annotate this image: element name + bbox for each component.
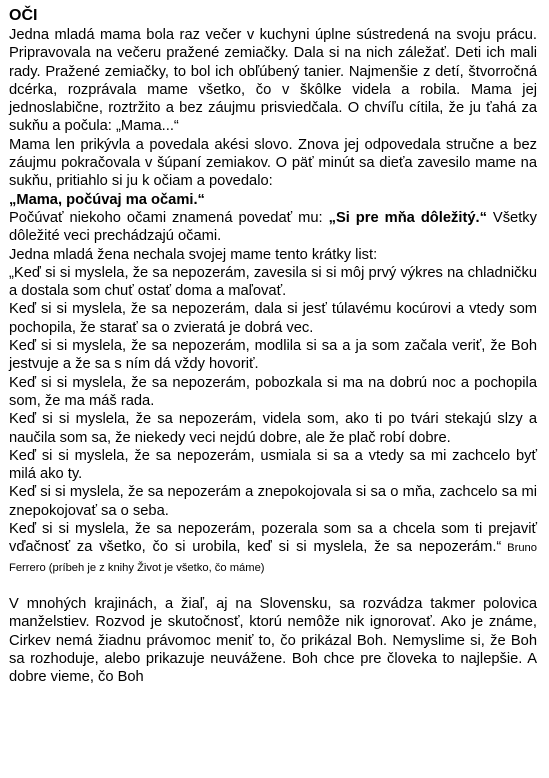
- letter-line-6: Keď si si myslela, že sa nepozerám, usmiala si sa a vtedy sa mi zachcelo byť milá ako ty.: [9, 447, 537, 483]
- source-citation: Bruno Ferrero (príbeh je z knihy Život je všetko, čo máme): [9, 542, 537, 574]
- meaning-bold-quote: „Si pre mňa dôležitý.“: [328, 209, 487, 226]
- letter-line-2: Keď si si myslela, že sa nepozerám, dala si jesť túlavému kocúrovi a vtedy som pochopila, že starať sa o zvieratá je dobrá vec.: [9, 301, 537, 336]
- letter-line-7: Keď si si myslela, že sa nepozerám a znepokojovala si sa o mňa, zachcelo sa mi znepokojovať sa o seba.: [9, 484, 537, 519]
- meaning-text-after: Všetky dôležité veci prechádzajú očami.: [9, 209, 537, 245]
- letter-line-5: Keď si si myslela, že sa nepozerám, videla som, ako ti po tvári stekajú slzy a naučila som sa, že niekedy veci nejdú dobre, ale že plač robí dobre.: [9, 411, 537, 446]
- letter-line-3: Keď si si myslela, že sa nepozerám, modlila si sa a ja som začala veriť, že Boh jestvuje a že sa s ním dá vždy hovoriť.: [9, 338, 537, 373]
- paragraph-spacer: [9, 577, 537, 595]
- story-paragraph-2: Mama len prikývla a povedala akési slovo. Znova jej odpovedala stručne a bez záujmu pokračovala v šúpaní zemiakov. O päť minút sa dieťa zavesilo mame na sukňu, pritiahlo si ju k očiam a povedalo:: [9, 136, 537, 190]
- letter-last-text: Keď si si myslela, že sa nepozerám, pozerala som sa a chcela som ti prejaviť vďačnosť za všetko, čo si urobila, keď si si myslela, že sa nepozerám.“: [9, 521, 537, 556]
- letter-intro: Jedna mladá žena nechala svojej mame tento krátky list:: [9, 246, 378, 263]
- meaning-paragraph: [9, 209, 537, 246]
- child-quote: „Mama, počúvaj ma očami.“: [9, 191, 205, 208]
- document-title: OČI: [9, 7, 38, 24]
- letter-line-4: Keď si si myslela, že sa nepozerám, pobozkala si ma na dobrú noc a pochopila som, že ma máš rada.: [9, 374, 537, 409]
- meaning-text-before: Počúvať niekoho očami znamená povedať mu:: [9, 209, 329, 226]
- letter-line-8: [9, 520, 537, 577]
- divorce-paragraph: V mnohých krajinách, a žiaľ, aj na Slovensku, sa rozvádza takmer polovica manželstiev. Rozvod je skutočnosť, ktorú nemôže nik ignorovať. Ako je známe, Cirkev nemá žiadnu právomoc meniť to, čo prikázal Boh. Nemyslime si, že Boh sa rozhoduje, alebo prikazuje neuvážene. Boh chce pre človeka to najlepšie. A dobre vieme, čo Boh: [9, 595, 537, 686]
- letter-line-1: „Keď si si myslela, že sa nepozerám, zavesila si si môj prvý výkres na chladničku a dostala som chuť ostať doma a maľovať.: [9, 264, 537, 300]
- story-paragraph-1: Jedna mladá mama bola raz večer v kuchyni úplne sústredená na svoju prácu. Pripravovala na večeru pražené zemiačky. Dala si na nich záležať. Deti ich mali rady. Pražené zemiačky, to bol ich obľúbený tanier. Najmenšie z detí, štvorročná dcérka, rozprávala mame všetko, čo v škôlke videla a robila. Mama jej jednoslabične, roztržito a bez záujmu prisviedčala. O chvíľu cítila, že ju ťahá za sukňu a počula: „Mama...“: [9, 27, 537, 135]
